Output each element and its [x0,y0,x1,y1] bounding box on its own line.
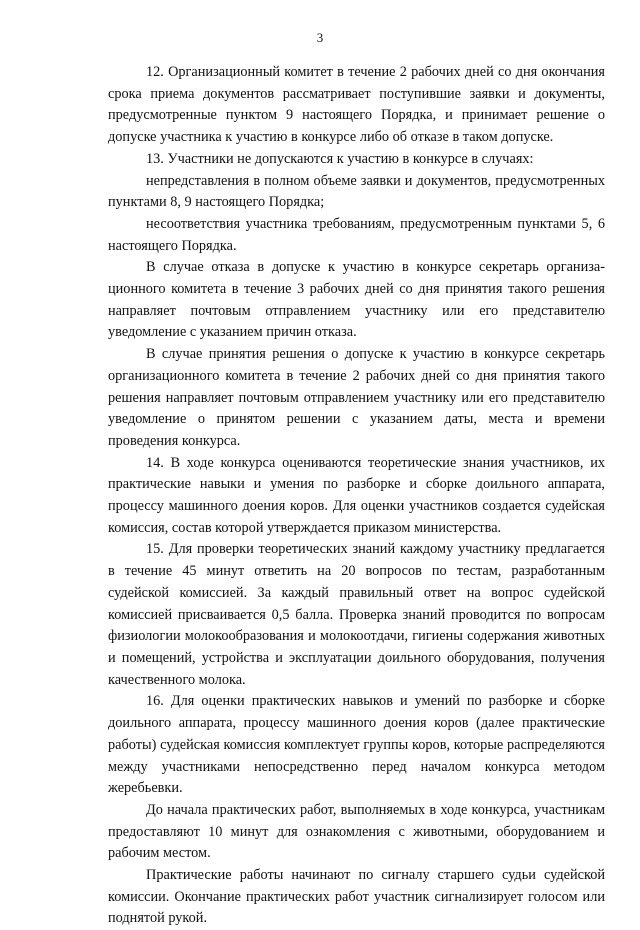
paragraph-admission-notice: В случае принятия решения о допуске к участию в конкурсе секретарь организационного комитета в течение 2 рабочих дней со дня принятия такого решения направляет почтовым отправлением участнику или его представителю уведомление о принятом решении с указанием даты, места и времени проведения конкурса. [108,346,605,449]
paragraph-13-case-documents: непредставления в полном объеме заявки и документов, предусмотренных пунктами 8, 9 настоящего Порядка; [108,172,605,211]
paragraph-13-case-requirements: несоответствия участника требованиям, предусмотренным пунктами 5, 6 настоящего Порядка. [108,215,605,254]
page-number: 3 [316,30,324,45]
paragraph-15: 15. Для проверки теоретических знаний каждому участнику предлагается в течение 45 минут ответить на 20 вопросов по тестам, разработанным судейской комиссией. За каждый правильный ответ на вопрос судейской комиссией присваивается 0,5 балла. Проверка знаний проводится по вопросам физиологии молокообразования и молокоотдачи, гигиены содержания животных и помещений, устройства и эксплуатации доильного оборудования, получения качественного молока. [108,541,605,688]
paragraph-work-start-end: Практические работы начинают по сигналу старшего судьи судейской комиссии. Окончание практических работ участник сигнализирует голосом или поднятой рукой. [108,867,605,927]
document-body [108,62,605,930]
paragraph-14: 14. В ходе конкурса оцениваются теоретические знания участников, их практические навыки и умения по разборке и сборке доильного аппарата, процессу машинного доения коров. Для оценки участников создается судейская комиссия, состав которой утверждается приказом министерства. [108,454,605,536]
paragraph-refusal-notice: В случае отказа в допуске к участию в конкурсе секретарь организационного комитета в течение 3 рабочих дней со дня принятия такого решения направляет почтовым отправлением участнику или его представителю уведомление с указанием причин отказа. [108,259,605,341]
paragraph-preparation-time: До начала практических работ, выполняемых в ходе конкурса, участникам предоставляют 10 минут для ознакомления с животными, оборудованием и рабочим местом. [108,801,605,862]
paragraph-12: 12. Организационный комитет в течение 2 рабочих дней со дня окончания срока приема документов рассматривает поступившие заявки и документы, предусмотренные пунктом 9 настоящего Порядка, и принимает решение о допуске участника к участию в конкурсе либо об отказе в таком допуске. [108,64,605,146]
paragraph-13: 13. Участники не допускаются к участию в конкурсе в случаях: [146,150,534,167]
paragraph-16: 16. Для оценки практических навыков и умений по разборке и сборке доильного аппарата, процессу машинного доения коров (далее практические работы) судейская комиссия комплектует группы коров, которые распределяются между участниками непосредственно перед началом конкурса методом жеребьевки. [108,693,605,797]
